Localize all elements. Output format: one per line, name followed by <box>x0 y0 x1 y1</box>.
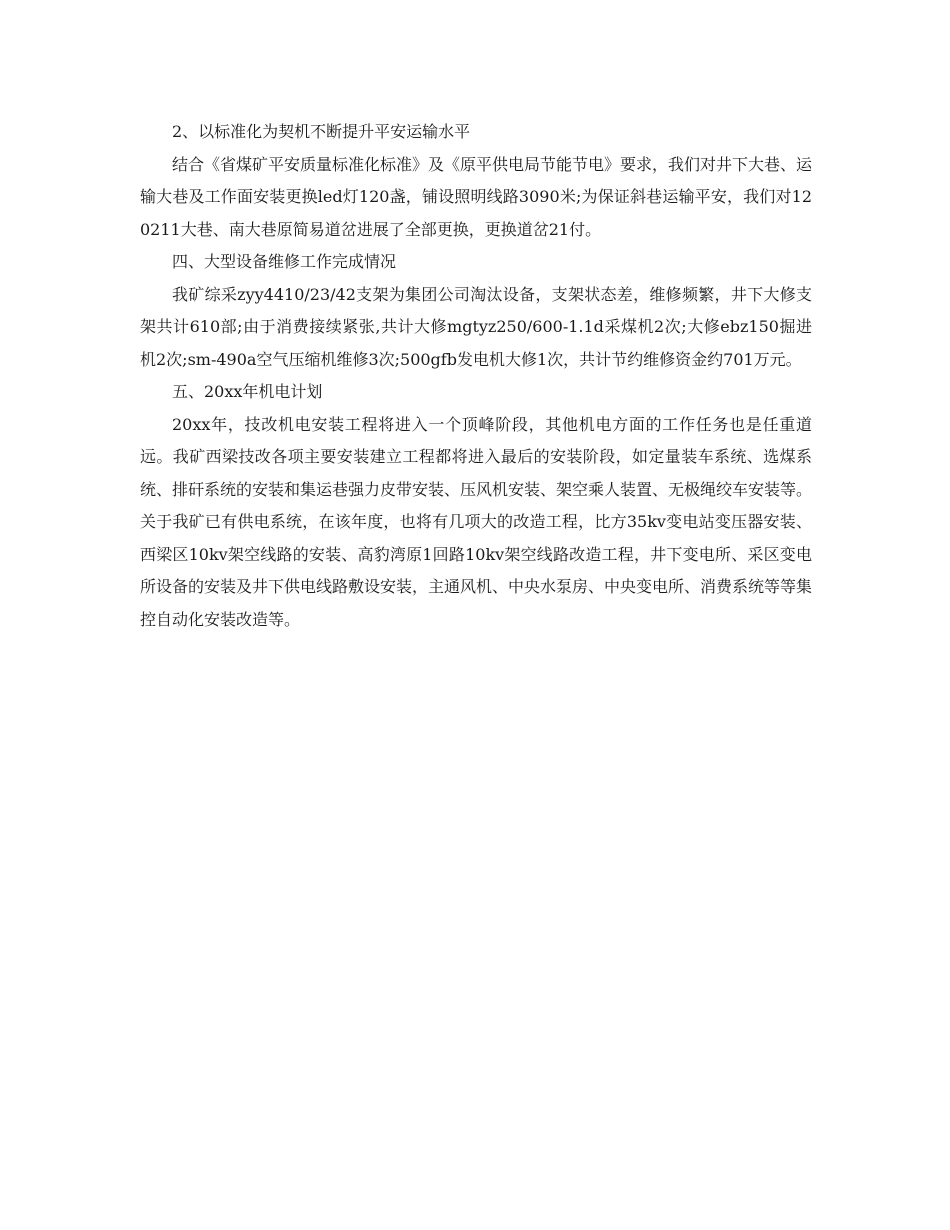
body-paragraph: 20xx年，技改机电安装工程将进入一个顶峰阶段，其他机电方面的工作任务也是任重道远。我矿西梁技改各项主要安装建立工程都将进入最后的安装阶段，如定量装车系统、选煤系统、排矸系统的安装和集运巷强力皮带安装、压风机安装、架空乘人装置、无极绳绞车安装等。关于我矿已有供电系统，在该年度，也将有几项大的改造工程，比方35kv变电站变压器安装、西梁区10kv架空线路的安装、高豹湾原1回路10kv架空线路改造工程，井下变电所、采区变电所设备的安装及井下供电线路敷设安装，主通风机、中央水泵房、中央变电所、消费系统等等集控自动化安装改造等。 <box>140 414 813 629</box>
body-paragraph: 我矿综采zyy4410/23/42支架为集团公司淘汰设备，支架状态差，维修频繁，井下大修支架共计610部;由于消费接续紧张,共计大修mgtyz250/600-1.1d采煤机2次;大修ebz150掘进机2次;sm-490a空气压缩机维修3次;500gfb发电机大修1次，共计节约维修资金约701万元。 <box>140 284 812 369</box>
document-body <box>140 116 812 636</box>
section-heading: 四、大型设备维修工作完成情况 <box>172 252 397 271</box>
section-heading: 2、以标准化为契机不断提升平安运输水平 <box>172 122 471 141</box>
section-heading: 五、20xx年机电计划 <box>172 382 323 401</box>
body-paragraph: 结合《省煤矿平安质量标准化标准》及《原平供电局节能节电》要求，我们对井下大巷、运输大巷及工作面安装更换led灯120盏，铺设照明线路3090米;为保证斜巷运输平安，我们对120211大巷、南大巷原简易道岔进展了全部更换，更换道岔21付。 <box>140 154 813 239</box>
